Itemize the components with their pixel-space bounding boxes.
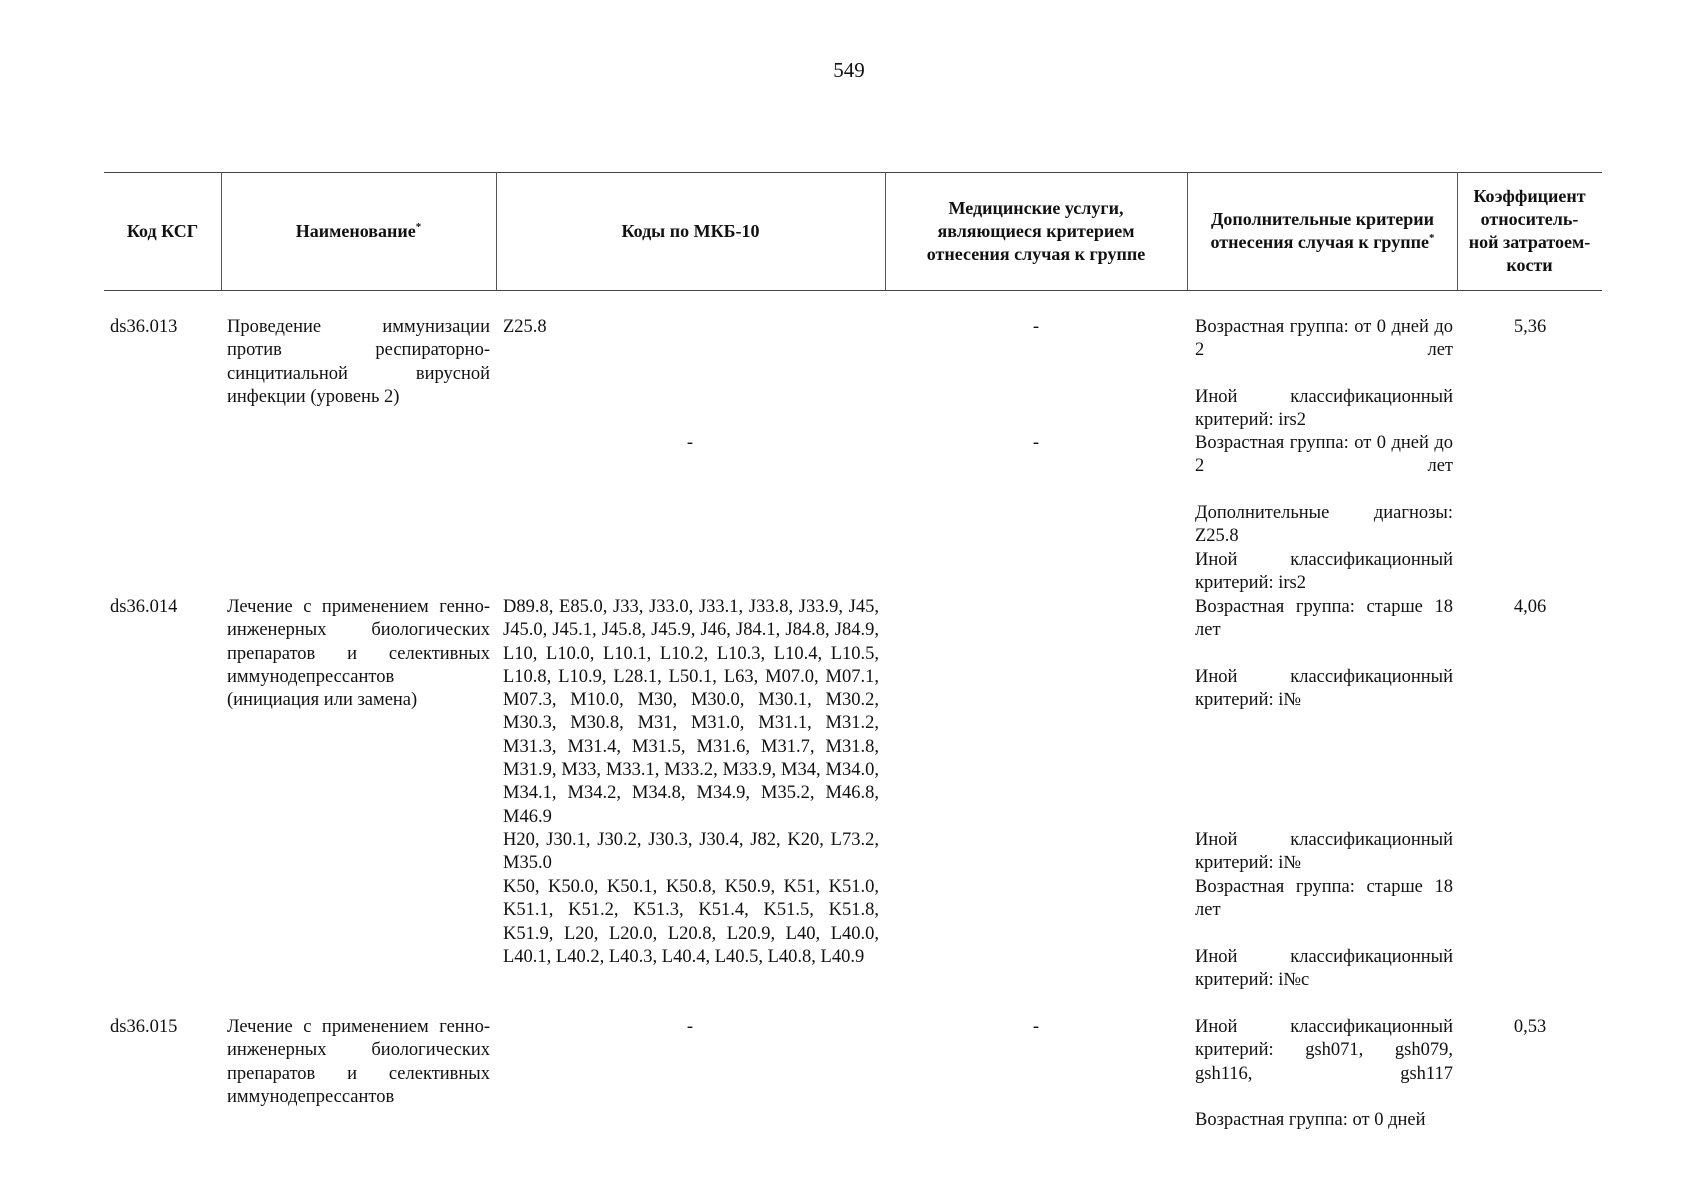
medical-services: - — [1032, 1017, 1040, 1037]
icd-codes: Z25.8 — [503, 317, 547, 337]
header-coefficient: Коэффициент относитель-ной затратоем-кости — [1468, 186, 1591, 275]
criteria-age: Возрастная группа: старше 18 лет — [1195, 877, 1453, 921]
ksg-code: ds36.015 — [110, 1017, 178, 1037]
column-divider — [885, 172, 886, 290]
header-icd: Коды по МКБ-10 — [621, 220, 760, 241]
criteria-classification: Иной классификационный критерий: i№ — [1195, 830, 1453, 874]
icd-codes: - — [686, 1017, 694, 1037]
ksg-code: ds36.013 — [110, 317, 178, 337]
page-number: 549 — [833, 58, 865, 82]
coefficient: 4,06 — [1513, 597, 1547, 617]
medical-services: - — [1032, 433, 1040, 453]
criteria-age: Возрастная группа: от 0 дней до 2 лет — [1195, 433, 1453, 477]
group-name: Лечение с применением генно-инженерных биологических препаратов и селективных иммунодепрессантов (инициация или замена) — [227, 597, 490, 711]
ksg-code: ds36.014 — [110, 597, 178, 617]
coefficient: 5,36 — [1513, 317, 1547, 337]
criteria-extra-diagnoses: Дополнительные диагнозы: Z25.8 — [1195, 503, 1453, 547]
header-criteria: Дополнительные критерии отнесения случая к группе* — [1210, 209, 1435, 252]
criteria-classification: Иной классификационный критерий: gsh071, gsh079, gsh116, gsh117 — [1195, 1017, 1453, 1084]
icd-codes: - — [686, 433, 694, 453]
criteria-classification: Иной классификационный критерий: irs2 — [1195, 387, 1453, 431]
icd-codes: K50, K50.0, K50.1, K50.8, K50.9, K51, K51.0, K51.1, K51.2, K51.3, K51.4, K51.5, K51.8, K51.9, L20, L20.0, L20.8, L20.9, L40, L40.0, L40.1, L40.2, L40.3, L40.4, L40.5, L40.8, L40.9 — [503, 877, 879, 967]
criteria-age: Возрастная группа: от 0 дней до 2 лет — [1195, 317, 1453, 361]
medical-services: - — [1032, 317, 1040, 337]
criteria-age: Возрастная группа: от 0 дней — [1195, 1110, 1426, 1130]
column-divider — [1187, 172, 1188, 290]
icd-codes: H20, J30.1, J30.2, J30.3, J30.4, J82, K20, L73.2, M35.0 — [503, 830, 879, 874]
criteria-classification: Иной классификационный критерий: i№ — [1195, 667, 1453, 711]
header-name: Наименование* — [295, 220, 422, 241]
header-services: Медицинские услуги, являющиеся критерием отнесения случая к группе — [926, 197, 1146, 264]
footnote-mark: * — [415, 220, 422, 233]
icd-codes: D89.8, E85.0, J33, J33.0, J33.1, J33.8, J33.9, J45, J45.0, J45.1, J45.8, J45.9, J46, J84.1, J84.8, J84.9, L10, L10.0, L10.1, L10.2, L10.3, L10.4, L10.5, L10.8, L10.9, L28.1, L50.1, L63, M07.0, M07.1, M07.3, M10.0, M30, M30.0, M30.1, M30.2, M30.3, M30.8, M31, M31.0, M31.1, M31.2, M31.3, M31.4, M31.5, M31.6, M31.7, M31.8, M31.9, M33, M33.1, M33.2, M33.9, M34, M34.0, M34.1, M34.2, M34.8, M34.9, M35.2, M46.8, M46.9 — [503, 597, 879, 827]
header-bottom-rule — [104, 290, 1602, 291]
group-name: Лечение с применением генно-инженерных биологических препаратов и селективных иммунодепрессантов — [227, 1017, 490, 1107]
group-name: Проведение иммунизации против респираторно-синцитиальной вирусной инфекции (уровень 2) — [227, 317, 490, 407]
header-code: Код КСГ — [126, 220, 199, 241]
criteria-classification: Иной классификационный критерий: i№c — [1195, 947, 1453, 991]
criteria-classification: Иной классификационный критерий: irs2 — [1195, 550, 1453, 594]
criteria-age: Возрастная группа: старше 18 лет — [1195, 597, 1453, 641]
footnote-mark: * — [1428, 232, 1435, 244]
coefficient: 0,53 — [1513, 1017, 1547, 1037]
